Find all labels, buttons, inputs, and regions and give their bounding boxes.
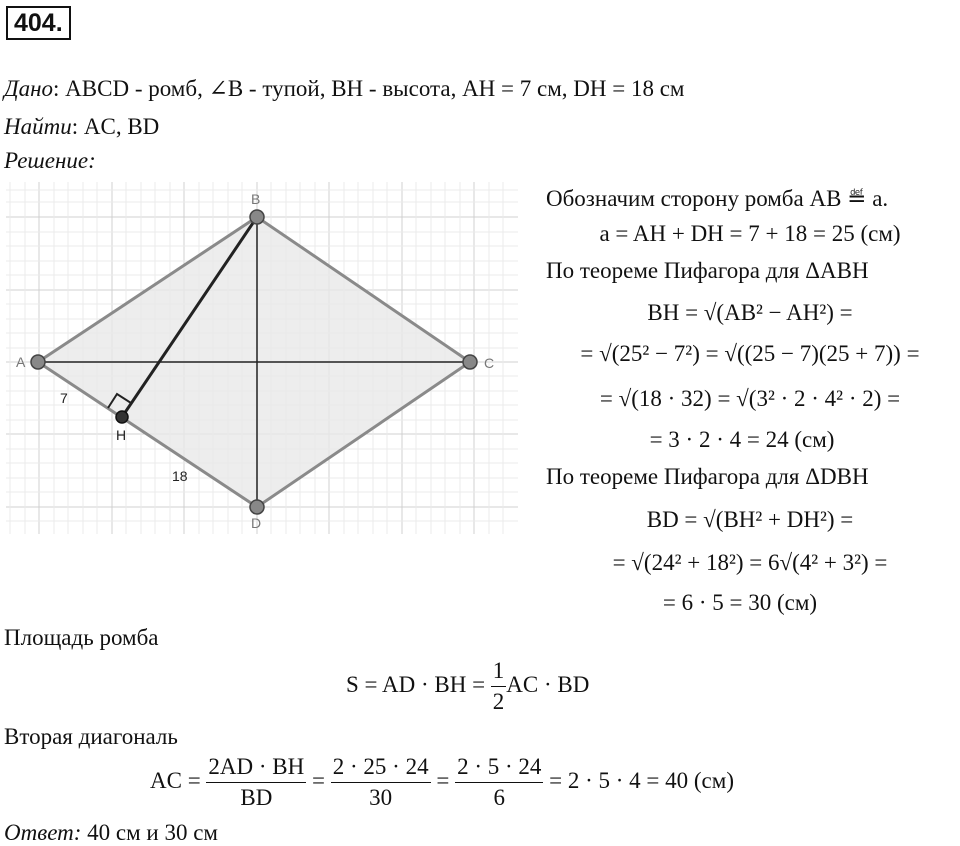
step-10: = √(24² + 18²) = 6√(4² + 3²) = — [612, 550, 888, 575]
ac-f1-den: BD — [240, 785, 273, 810]
point-a — [31, 355, 45, 369]
ac-fraction-2 — [331, 752, 431, 813]
solution-label: Решение: — [4, 148, 96, 173]
ac-f1-num: 2AD · BH — [206, 752, 306, 783]
area-fraction-den: 2 — [492, 689, 505, 714]
ac-fraction-1 — [206, 752, 306, 813]
label-c: C — [484, 355, 495, 371]
label-d: D — [251, 515, 262, 531]
step-4: BH = √(AB² − AH²) = — [647, 300, 853, 325]
given-text: : ABCD - ромб, ∠B - тупой, BH - высота, AH = 7 см, DH = 18 см — [53, 76, 685, 101]
label-b: B — [251, 191, 261, 207]
ac-fraction-3 — [455, 752, 543, 813]
point-d — [250, 500, 264, 514]
find-text: : AC, BD — [71, 114, 160, 139]
point-h — [116, 411, 128, 423]
label-ah: 7 — [60, 390, 68, 406]
answer-label: Ответ: — [4, 820, 82, 845]
step-5: = √(25² − 7²) = √((25 − 7)(25 + 7)) = — [580, 341, 920, 366]
point-c — [463, 355, 477, 369]
ac-lhs: AC = — [150, 767, 201, 793]
given-line — [4, 76, 684, 102]
step-11: = 6 · 5 = 30 (см) — [662, 590, 818, 615]
area-label: Площадь ромба — [4, 625, 159, 650]
area-formula-left: S = AD · BH = — [346, 671, 486, 697]
label-h: H — [116, 427, 127, 443]
ac-f2-den: 30 — [369, 785, 393, 810]
step-6: = √(18 · 32) = √(3² · 2 · 4² · 2) = — [599, 386, 901, 411]
step-8: По теореме Пифагора для ΔDBH — [546, 464, 869, 489]
problem-number: 404. — [6, 6, 71, 40]
step-2: a = AH + DH = 7 + 18 = 25 (см) — [599, 221, 901, 246]
step-9: BD = √(BH² + DH²) = — [646, 507, 854, 532]
ac-eq-2: = — [436, 767, 450, 793]
second-diag-label: Вторая диагональ — [4, 724, 178, 749]
rhombus-figure — [6, 182, 518, 534]
find-label: Найти — [4, 114, 72, 139]
area-fraction-num: 1 — [491, 656, 507, 687]
answer-text: 40 см и 30 см — [81, 820, 218, 845]
label-dh: 18 — [172, 468, 188, 484]
label-a: A — [16, 354, 26, 370]
step-7: = 3 · 2 · 4 = 24 (см) — [649, 427, 835, 452]
area-formula — [346, 656, 589, 717]
given-label: Дано — [4, 76, 54, 101]
find-line — [4, 114, 159, 140]
area-fraction — [491, 656, 507, 717]
ac-eq-1: = — [312, 767, 325, 793]
step-3: По теореме Пифагора для ΔABH — [546, 258, 869, 283]
ac-f3-num: 2 · 5 · 24 — [455, 752, 543, 783]
area-formula-right: AC · BD — [506, 671, 590, 697]
ac-rhs: = 2 · 5 · 4 = 40 (см) — [549, 767, 734, 793]
step-1: Обозначим сторону ромба AB ≝ a. — [546, 186, 889, 211]
ac-formula — [150, 752, 734, 813]
ac-f2-num: 2 · 25 · 24 — [331, 752, 431, 783]
point-b — [250, 210, 264, 224]
ac-f3-den: 6 — [493, 785, 505, 810]
answer-line — [4, 820, 218, 846]
